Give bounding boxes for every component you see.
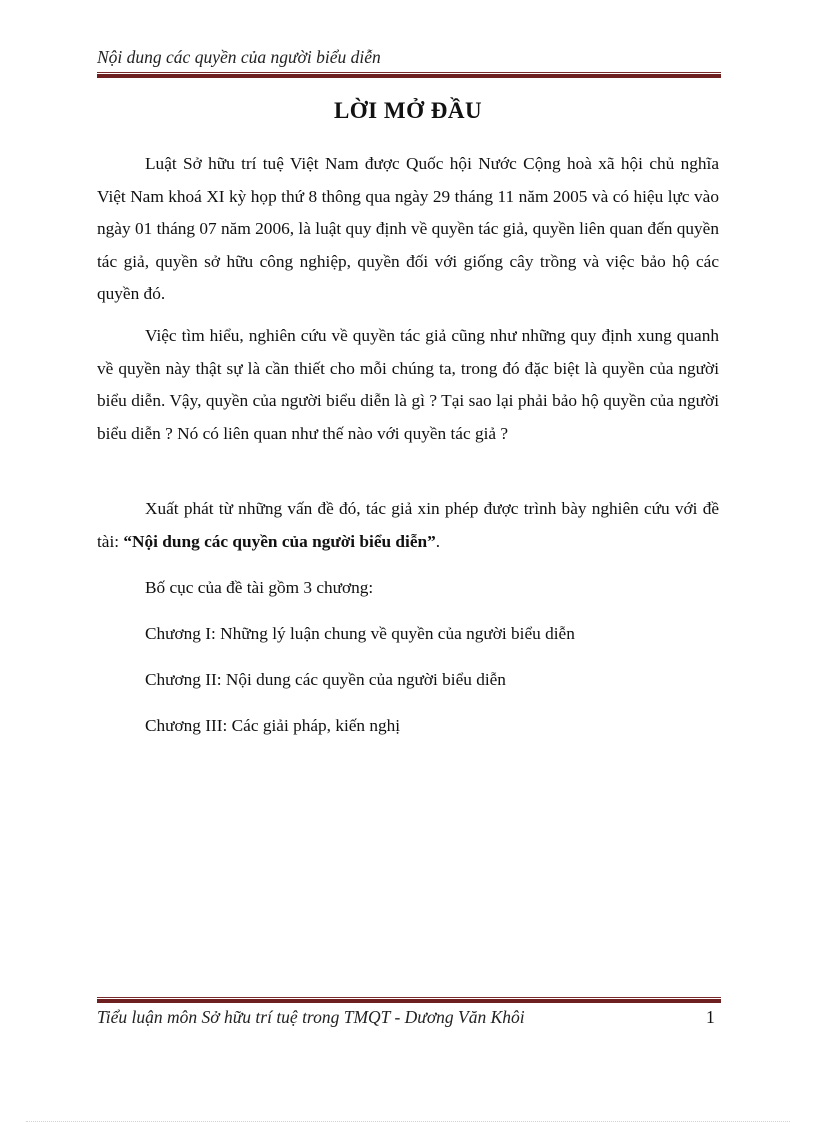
footer-rule [97,997,721,1003]
page-number: 1 [706,1007,715,1027]
paragraph-3-suffix: . [435,531,441,551]
paragraph-3-prefix: Xuất phát từ những vấn đề đó, tác giả xin phép được trình bày nghiên cứu với đề tài: [97,499,719,551]
page-boundary [26,1121,790,1122]
footer-text: Tiểu luận môn Sở hữu trí tuệ trong TMQT - Dương Văn Khôi [97,1007,525,1027]
section-title: LỜI MỞ ĐẦU [333,98,483,123]
paragraph-3 [97,493,719,558]
chapter-3: Chương III: Các giải pháp, kiến nghị [145,716,401,735]
header-rule [97,72,721,78]
chapter-2: Chương II: Nội dung các quyền của người biểu diễn [145,670,506,689]
paragraph-1: Luật Sở hữu trí tuệ Việt Nam được Quốc hội Nước Cộng hoà xã hội chủ nghĩa Việt Nam khoá XI kỳ họp thứ 8 thông qua ngày 29 tháng 11 năm 2005 và có hiệu lực vào ngày 01 tháng 07 năm 2006, là luật quy định về quyền tác giả, quyền liên quan đến quyền tác giả, quyền sở hữu công nghiệp, quyền đối với giống cây trồng và việc bảo hộ các quyền đó. [97,154,719,303]
running-header-title: Nội dung các quyền của người biểu diễn [97,47,381,67]
topic-title: “Nội dung các quyền của người biểu diễn” [123,531,436,551]
chapter-1: Chương I: Những lý luận chung về quyền của người biểu diễn [145,624,575,643]
paragraph-2: Việc tìm hiểu, nghiên cứu về quyền tác giả cũng như những quy định xung quanh về quyền này thật sự là cần thiết cho mỗi chúng ta, trong đó đặc biệt là quyền của người biểu diễn. Vậy, quyền của người biểu diễn là gì ? Tại sao lại phải bảo hộ quyền của người biểu diễn ? Nó có liên quan như thế nào với quyền tác giả ? [97,326,719,443]
structure-intro: Bố cục của đề tài gồm 3 chương: [145,578,374,597]
